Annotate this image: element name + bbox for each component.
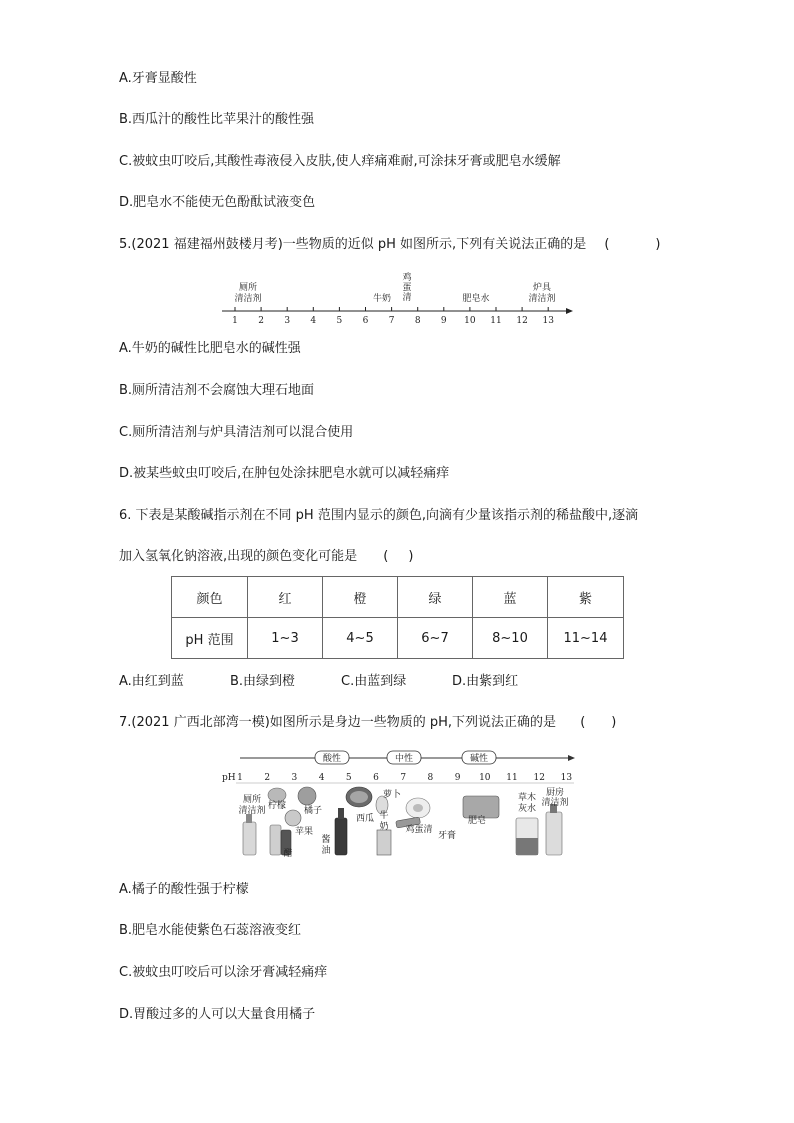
toothpaste-label: 牙膏: [437, 831, 457, 841]
q7-option-a: A.橘子的酸性强于柠檬: [119, 882, 249, 897]
ash-water-pic: [516, 818, 538, 855]
table-header-color: 颜色: [172, 577, 248, 618]
milk-label-1: 牛: [379, 811, 389, 821]
q5-soap-label: 肥皂水: [462, 294, 490, 304]
zone-neutral-label: 中性: [394, 754, 414, 764]
q5-egg-label-2: 蛋: [402, 283, 412, 293]
q5-tick-label: 7: [388, 316, 395, 326]
q5-tick-label: 2: [258, 316, 264, 326]
kitchen-cleaner-bottle: [546, 804, 562, 855]
q5-egg-label-1: 鸡: [402, 273, 412, 283]
radish-label: 萝卜: [382, 790, 402, 800]
q7-option-d: D.胃酸过多的人可以大量食用橘子: [119, 1007, 316, 1022]
q5-paren-close: ): [655, 237, 661, 252]
q7-tick-label: 1: [237, 773, 243, 783]
q4-option-d: D.肥皂水不能使无色酚酞试液变色: [119, 195, 316, 210]
q7-tick-label: 10: [479, 773, 491, 783]
q7-tick-label: 12: [533, 773, 545, 783]
q7-tick-label: 8: [427, 773, 434, 783]
table-cell: 1~3: [248, 618, 323, 659]
q6-options: [119, 673, 518, 691]
q7-paren-open: (: [580, 715, 586, 730]
milk-label-2: 奶: [379, 822, 389, 832]
indicator-color-table: [171, 576, 624, 659]
q5-tick-label: 12: [516, 316, 528, 326]
q7-tick-label: 6: [373, 773, 379, 783]
q7-tick-label: 4: [318, 773, 325, 783]
q4-option-b: B.西瓜汁的酸性比苹果汁的酸性强: [119, 112, 315, 127]
q5-tick-label: 10: [464, 316, 476, 326]
table-cell: 蓝: [473, 577, 548, 618]
q6-paren-open: (: [383, 549, 389, 564]
ash-label-1: 草木: [517, 793, 537, 803]
q5-ph-figure: [0, 0, 794, 340]
orange-label: 橘子: [303, 806, 323, 816]
q5-tick-label: 6: [362, 316, 369, 326]
q5-option-b: B.厕所清洁剂不会腐蚀大理石地面: [119, 383, 315, 398]
apple-label: 苹果: [294, 827, 314, 837]
table-cell: 8~10: [473, 618, 548, 659]
q7-paren-close: ): [611, 715, 617, 730]
q7-option-c: C.被蚊虫叮咬后可以涂牙膏减轻痛痒: [119, 965, 328, 980]
table-cell: 红: [248, 577, 323, 618]
q7-option-b: B.肥皂水能使紫色石蕊溶液变红: [119, 923, 302, 938]
kitchen-label-1: 厨房: [545, 788, 565, 798]
table-cell: 4~5: [323, 618, 398, 659]
soap-pic: [463, 796, 499, 818]
zone-base-label: 碱性: [469, 754, 489, 764]
soap-label: 肥皂: [467, 816, 487, 826]
q5-tick-label: 1: [232, 316, 238, 326]
table-cell: 6~7: [398, 618, 473, 659]
q5-stove-label-1: 炉具: [532, 283, 552, 293]
q5-stem-text: 5.(2021 福建福州鼓楼月考)一些物质的近似 pH 如图所示,下列有关说法正确的是: [119, 237, 587, 252]
table-cell: 绿: [398, 577, 473, 618]
q7-stem: [119, 714, 616, 732]
q4-option-a: A.牙膏显酸性: [119, 71, 197, 86]
q7-toilet-label-1: 厕所: [242, 795, 262, 805]
lemon-label: 柠檬: [267, 801, 287, 811]
soy-label-2: 油: [321, 846, 331, 856]
kitchen-label-2: 清洁剂: [541, 798, 569, 808]
q7-tick-label: 2: [264, 773, 271, 783]
q5-egg-label-3: 清: [402, 293, 412, 303]
table-cell: 紫: [548, 577, 624, 618]
vinegar-label: 醋: [283, 849, 293, 859]
q5-tick-label: 5: [336, 316, 343, 326]
q4-option-c: C.被蚊虫叮咬后,其酸性毒液侵入皮肤,使人痒痛难耐,可涂抹牙膏或肥皂水缓解: [119, 154, 561, 169]
q7-toilet-label-2: 清洁剂: [238, 806, 266, 816]
q5-option-a: A.牛奶的碱性比肥皂水的碱性强: [119, 341, 301, 356]
q7-stem-text: 7.(2021 广西北部湾一模)如图所示是身边一些物质的 pH,下列说法正确的是: [119, 715, 557, 730]
toilet-cleaner-bottle: [243, 814, 256, 855]
q5-tick-label: 9: [440, 316, 447, 326]
egg-white-pic: [406, 798, 430, 818]
table-cell: 11~14: [548, 618, 624, 659]
ash-label-2: 灰水: [517, 804, 537, 814]
q6-option-a: A.由红到蓝: [119, 674, 184, 689]
q6-stem-line2: [119, 548, 413, 566]
q5-option-c: C.厕所清洁剂与炉具清洁剂可以混合使用: [119, 425, 354, 440]
q5-tick-label: 8: [414, 316, 421, 326]
q7-tick-label: 9: [454, 773, 461, 783]
q7-tick-label: 7: [400, 773, 407, 783]
table-header-ph: pH 范围: [172, 618, 248, 659]
q5-toilet-label-1: 厕所: [238, 283, 258, 293]
soy-label-1: 酱: [321, 835, 331, 845]
watermelon-pic: [346, 787, 372, 807]
q5-stove-label-2: 清洁剂: [528, 294, 556, 304]
q5-tick-label: 13: [542, 316, 554, 326]
q5-tick-label: 11: [490, 316, 502, 326]
q5-toilet-label-2: 清洁剂: [234, 294, 262, 304]
q6-option-c: C.由蓝到绿: [341, 674, 407, 689]
q6-option-d: D.由紫到红: [452, 674, 519, 689]
q5-milk-label: 牛奶: [372, 294, 392, 304]
q5-tick-label: 4: [310, 316, 317, 326]
egg-white-label: 鸡蛋清: [405, 825, 433, 835]
q7-ph-figure: [0, 740, 794, 865]
table-row-colors: [172, 577, 624, 618]
watermelon-label: 西瓜: [355, 814, 375, 824]
soy-sauce-bottle: [335, 808, 347, 855]
q5-tick-label: 3: [284, 316, 291, 326]
q6-paren-close: ): [408, 549, 414, 564]
q6-stem-text: 加入氢氧化钠溶液,出现的颜色变化可能是: [119, 549, 358, 564]
q7-tick-label: 3: [291, 773, 298, 783]
table-cell: 橙: [323, 577, 398, 618]
q7-tick-label: 5: [345, 773, 352, 783]
q5-option-d: D.被某些蚊虫叮咬后,在肿包处涂抹肥皂水就可以减轻痛痒: [119, 466, 450, 481]
q5-paren-open: (: [604, 237, 610, 252]
ph-axis-label: pH: [222, 773, 236, 783]
zone-acid-label: 酸性: [322, 754, 342, 764]
q6-stem-line1: 6. 下表是某酸碱指示剂在不同 pH 范围内显示的颜色,向滴有少量该指示剂的稀盐酸中,逐滴: [119, 508, 639, 523]
q6-option-b: B.由绿到橙: [230, 674, 296, 689]
q7-tick-label: 11: [506, 773, 518, 783]
table-row-ph: [172, 618, 624, 659]
q7-tick-label: 13: [560, 773, 573, 783]
